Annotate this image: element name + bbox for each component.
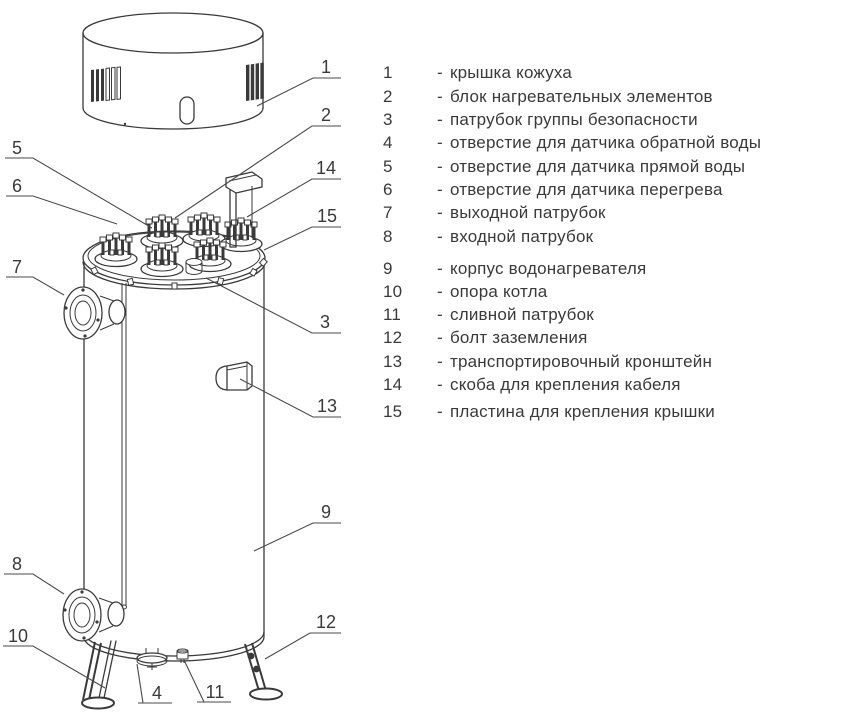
legend-row-10 (383, 281, 547, 303)
legend-number: 3 (383, 110, 393, 129)
legend-dash: - (437, 63, 443, 82)
legend-row-11 (383, 304, 594, 326)
legend-label: пластина для крепления крышки (450, 402, 715, 421)
legend-row-6 (383, 179, 723, 201)
legend-label: транспортировочный кронштейн (450, 352, 713, 371)
legend-number: 10 (383, 282, 403, 301)
legend-label: патрубок группы безопасности (450, 110, 698, 129)
legend-number: 8 (383, 227, 393, 246)
legend-row-9 (383, 258, 646, 280)
legend-row-7 (383, 202, 606, 224)
legend-label: болт заземления (450, 328, 588, 347)
callout-number-4: 4 (151, 683, 163, 703)
legend-dash: - (437, 328, 443, 347)
legend-number: 2 (383, 87, 393, 106)
legend-label: скоба для крепления кабеля (450, 375, 681, 394)
legend-label: крышка кожуха (450, 63, 573, 82)
legend-row-14 (383, 374, 681, 396)
legend-row-8 (383, 226, 593, 248)
legend-dash: - (437, 157, 443, 176)
callout-number-2: 2 (320, 105, 332, 125)
legend-label: отверстие для датчика прямой воды (450, 157, 746, 176)
callout-number-8: 8 (11, 554, 23, 574)
legend-number: 11 (383, 305, 402, 324)
legend-number: 5 (383, 157, 393, 176)
legend-row-2 (383, 86, 713, 108)
legend-dash: - (437, 227, 443, 246)
legend-label: корпус водонагревателя (450, 259, 647, 278)
legend-dash: - (437, 282, 443, 301)
legend-dash: - (437, 133, 443, 152)
legend-number: 15 (383, 402, 403, 421)
legend-row-5 (383, 156, 745, 178)
callout-number-3: 3 (319, 312, 331, 332)
legend-number: 14 (383, 375, 403, 394)
legend-dash: - (437, 203, 443, 222)
callout-number-1: 1 (320, 57, 332, 77)
legend-number: 9 (383, 259, 393, 278)
legend-number: 6 (383, 180, 393, 199)
legend-dash: - (437, 402, 443, 421)
legend-row-15 (383, 401, 715, 423)
legend-dash: - (437, 259, 443, 278)
legend-dash: - (437, 87, 443, 106)
legend-label: выходной патрубок (450, 203, 606, 222)
callout-number-9: 9 (320, 502, 332, 522)
legend-label: входной патрубок (450, 227, 594, 246)
callout-number-7: 7 (11, 257, 23, 277)
callout-number-6: 6 (11, 176, 23, 196)
legend-label: отверстие для датчика перегрева (450, 180, 723, 199)
legend-number: 4 (383, 133, 393, 152)
legend-number: 7 (383, 203, 393, 222)
legend-number: 13 (383, 352, 403, 371)
legend-number: 1 (383, 63, 393, 82)
legend-row-13 (383, 351, 712, 373)
legend-dash: - (437, 110, 443, 129)
legend-dash: - (437, 375, 443, 394)
callout-number-13: 13 (316, 396, 338, 416)
legend-row-4 (383, 132, 761, 154)
legend-number: 12 (383, 328, 403, 347)
legend-label: сливной патрубок (450, 305, 594, 324)
callout-number-15: 15 (316, 206, 338, 226)
callout-number-10: 10 (7, 626, 29, 646)
legend-row-1 (383, 62, 572, 84)
legend-row-12 (383, 327, 588, 349)
legend-label: отверстие для датчика обратной воды (450, 133, 762, 152)
legend-label: опора котла (450, 282, 548, 301)
callout-number-14: 14 (315, 158, 337, 178)
legend-dash: - (437, 352, 443, 371)
legend-dash: - (437, 180, 443, 199)
callout-number-5: 5 (11, 138, 23, 158)
legend-dash: - (437, 305, 443, 324)
callout-number-12: 12 (315, 612, 337, 632)
legend-row-3 (383, 109, 698, 131)
legend-label: блок нагревательных элементов (450, 87, 713, 106)
callout-number-11: 11 (205, 682, 225, 702)
